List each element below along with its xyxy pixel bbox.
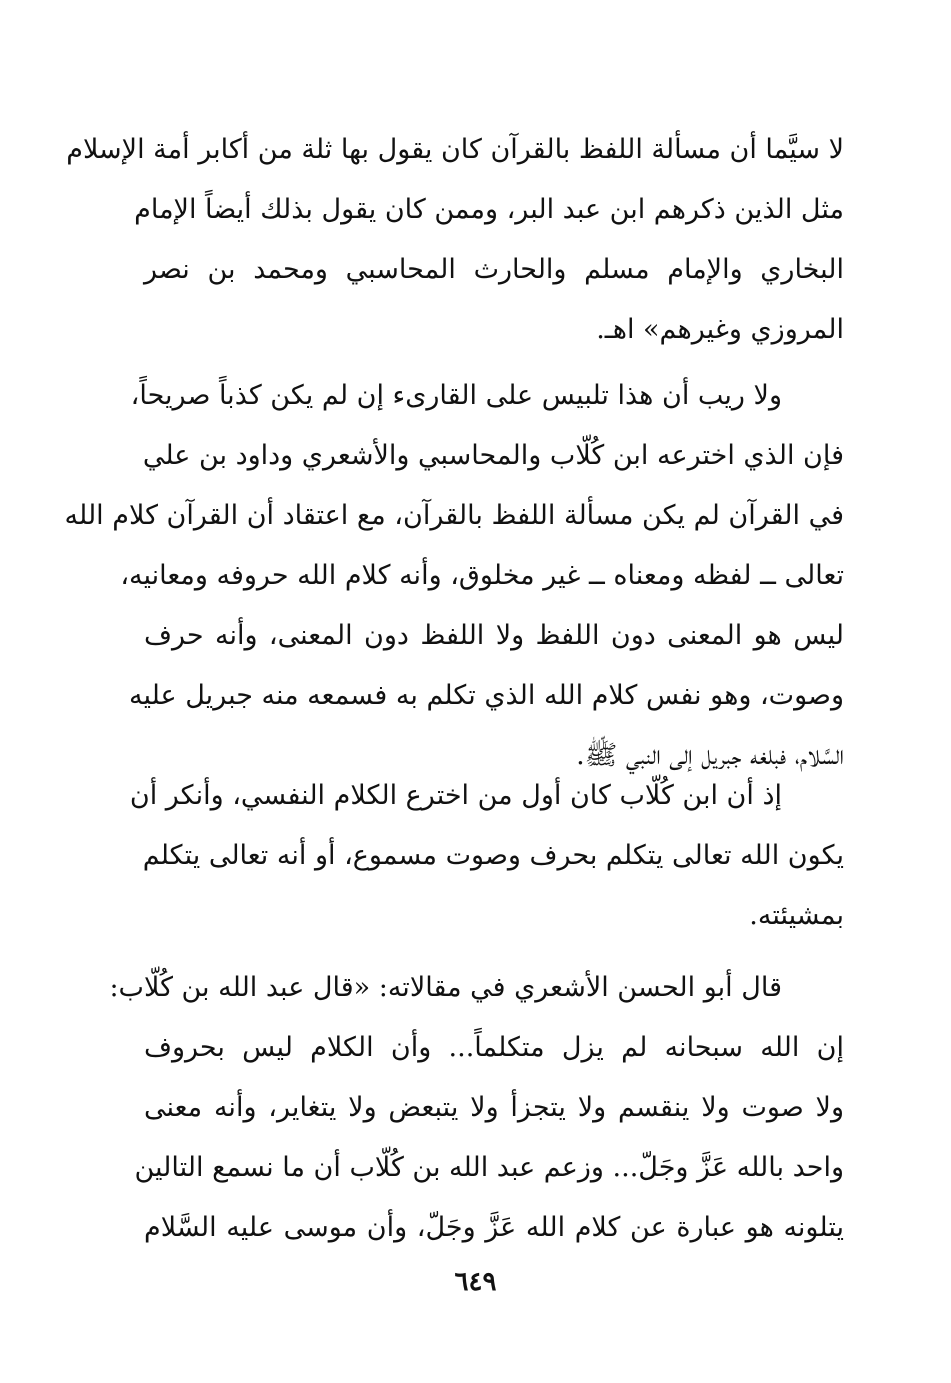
- text-line: في القرآن لم يكن مسألة اللفظ بالقرآن، مع اعتقاد أن القرآن كلام الله: [64, 500, 844, 531]
- paragraph-1: [66, 120, 844, 360]
- text-line: فإن الذي اخترعه ابن كُلّاب والمحاسبي والأشعري وداود بن علي: [142, 440, 844, 471]
- text-line: تعالى ــ لفظه ومعناه ــ غير مخلوق، وأنه كلام الله حروفه ومعانيه،: [120, 560, 844, 591]
- text-line: وصوت، وهو نفس كلام الله الذي تكلم به فسمعه منه جبريل عليه: [128, 680, 844, 711]
- text-line: البخاري والإمام مسلم والحارث المحاسبي ومحمد بن نصر: [144, 254, 844, 285]
- text-line: بمشيئته.: [749, 900, 844, 931]
- text-line: ليس هو المعنى دون اللفظ ولا اللفظ دون المعنى، وأنه حرف: [144, 620, 844, 651]
- text-line: مثل الذين ذكرهم ابن عبد البر، وممن كان يقول بذلك أيضاً الإمام: [134, 194, 844, 225]
- text-line: يكون الله تعالى يتكلم بحرف وصوت مسموع، أو أنه تعالى يتكلم: [142, 840, 844, 871]
- text-line: المروزي وغيرهم» اهـ.: [596, 314, 844, 345]
- text-line: إن الله سبحانه لم يزل متكلماً... وأن الكلام ليس بحروف: [144, 1032, 844, 1063]
- text-line: لا سيَّما أن مسألة اللفظ بالقرآن كان يقول بها ثلة من أكابر أمة الإسلام: [66, 134, 844, 165]
- paragraph-2: [64, 366, 844, 786]
- text-line: إذ أن ابن كُلّاب كان أول من اخترع الكلام النفسي، وأنكر أن: [129, 780, 782, 811]
- page-number: ٦٤٩: [454, 1267, 497, 1297]
- text-line: واحد بالله عَزَّ وجَلّ... وزعم عبد الله بن كُلّاب أن ما نسمع التالين: [134, 1152, 844, 1183]
- paragraph-4: [109, 958, 844, 1258]
- text-line: ولا ريب أن هذا تلبيس على القارىء إن لم يكن كذباً صريحاً،: [130, 380, 782, 411]
- text-line: قال أبو الحسن الأشعري في مقالاته: «قال عبد الله بن كُلّاب:: [109, 972, 782, 1003]
- text-line: السَّلام، فبلغه جبريل إلى النبي ﷺ.: [576, 740, 844, 771]
- paragraph-3: [129, 766, 844, 946]
- text-line: ولا صوت ولا ينقسم ولا يتجزأ ولا يتبعض ولا يتغاير، وأنه معنى: [144, 1092, 844, 1123]
- text-line: يتلونه هو عبارة عن كلام الله عَزَّ وجَلّ، وأن موسى عليه السَّلام: [144, 1212, 844, 1243]
